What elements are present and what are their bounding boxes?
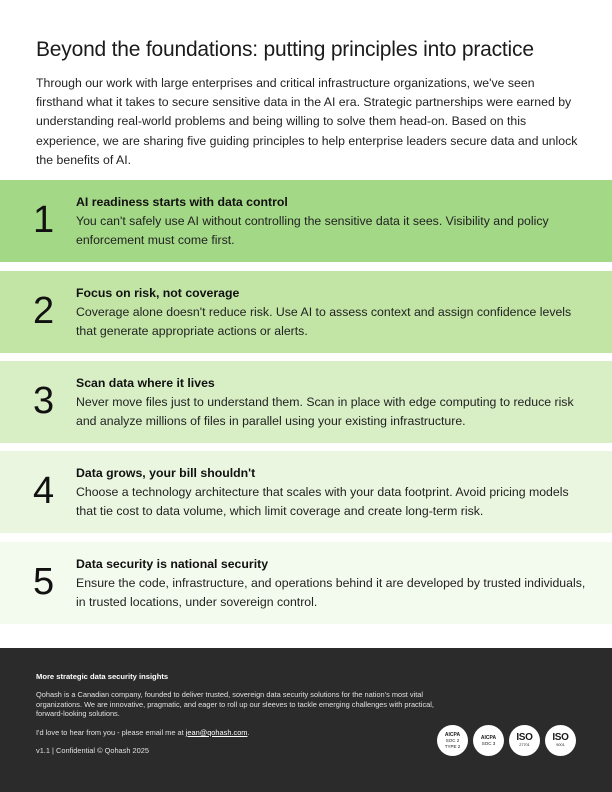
principle-title: Scan data where it lives [76, 376, 215, 390]
contact-prefix: I'd love to hear from you - please email me at [36, 728, 186, 737]
badge-sub: 27701 [519, 743, 530, 748]
principle-1 [0, 180, 612, 262]
principle-title: Data grows, your bill shouldn't [76, 466, 256, 480]
badge-main: ISO [552, 732, 569, 744]
contact-suffix: . [247, 728, 250, 737]
principle-title: Focus on risk, not coverage [76, 286, 240, 300]
principle-body: You can't safely use AI without controlling the sensitive data it sees. Visibility and policy enforcement must come first. [76, 214, 549, 247]
page-title: Beyond the foundations: putting principles into practice [36, 38, 534, 61]
intro-paragraph: Through our work with large enterprises and critical infrastructure organizations, we've seen firsthand what it takes to secure sensitive data in the AI era. Strategic partnerships were earned by understanding real-world problems and being willing to solve them head-on. Based on this experience, we are sharing five guiding principles to help enterprise leaders secure data and unlock the benefits of AI. [36, 76, 578, 167]
iso-27701-badge-icon [509, 725, 540, 756]
principle-4 [0, 451, 612, 533]
principle-body: Ensure the code, infrastructure, and operations behind it are developed by trusted individuals, in trusted locations, under sovereign control. [76, 576, 586, 609]
principle-5 [0, 542, 612, 624]
footer-contact [36, 728, 436, 737]
footer-title: More strategic data security insights [36, 672, 169, 681]
principle-number: 2 [33, 290, 55, 332]
badge-top: AICPA [480, 734, 497, 741]
principle-number: 5 [33, 561, 55, 603]
principle-2 [0, 271, 612, 353]
contact-email-link[interactable]: jean@qohash.com [185, 728, 248, 737]
principle-number: 1 [33, 199, 55, 241]
badge-main: ISO [516, 732, 533, 744]
footer-about: Qohash is a Canadian company, founded to deliver trusted, sovereign data security solutions for the nation's most vital organizations. We are innovative, pragmatic, and eager to roll up our sleeves to tackle emerging challenges with practical, forward-looking solutions. [36, 690, 434, 718]
principle-title: AI readiness starts with data control [76, 195, 288, 209]
footer [0, 648, 612, 792]
principle-number: 4 [33, 470, 55, 512]
principle-3 [0, 361, 612, 443]
principle-body: Choose a technology architecture that scales with your data footprint. Avoid pricing models that tie cost to data volume, which limit coverage and create long-term risk. [76, 485, 569, 518]
badge-bottom: SOC 2 TYPE 2 [444, 738, 461, 749]
principle-title: Data security is national security [76, 557, 269, 571]
iso-9001-badge-icon [545, 725, 576, 756]
aicpa-soc3-badge-icon [473, 725, 504, 756]
badge-top: AICPA [444, 732, 461, 738]
aicpa-soc2-badge-icon [437, 725, 468, 756]
badge-bottom: SOC 3 [481, 740, 496, 746]
principle-body: Coverage alone doesn't reduce risk. Use AI to assess context and assign confidence levels that generate appropriate actions or alerts. [76, 305, 572, 338]
principle-number: 3 [33, 380, 55, 422]
principle-body: Never move files just to understand them. Scan in place with edge computing to reduce risk and analyze millions of files in parallel using your existing infrastructure. [76, 395, 574, 428]
badge-sub: 9001 [556, 743, 565, 748]
version-confidential: v1.1 | Confidential © Qohash 2025 [36, 746, 149, 755]
certification-badges [437, 725, 577, 757]
